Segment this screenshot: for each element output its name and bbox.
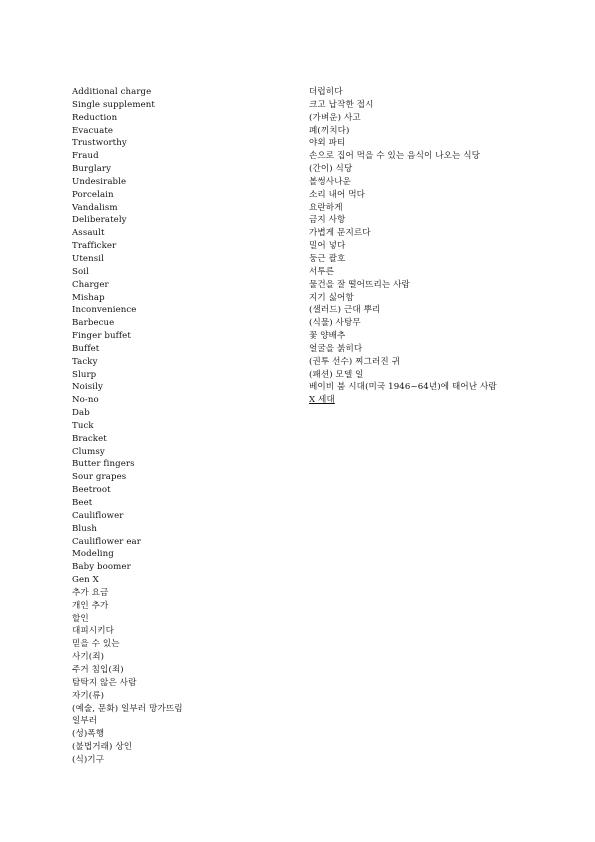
left-entry: Buffet <box>72 343 100 354</box>
left-entry: (성)폭행 <box>72 729 105 740</box>
left-entry: Vandalism <box>72 202 118 213</box>
left-entry: Soil <box>72 266 89 277</box>
right-entry: 둥근 괄호 <box>309 253 346 264</box>
left-entry: 주거 침입(죄) <box>72 664 124 675</box>
left-entry: Assault <box>72 228 105 239</box>
left-entry: Slurp <box>72 369 97 380</box>
left-entry: Single supplement <box>72 99 155 110</box>
left-entry: Evacuate <box>72 125 114 136</box>
left-entry: Gen X <box>72 575 99 586</box>
left-entry: Porcelain <box>72 189 114 200</box>
right-entry: 크고 납작한 접시 <box>309 99 374 110</box>
right-entry: 물건을 잘 떨어뜨리는 사람 <box>309 279 410 290</box>
left-entry: 할인 <box>72 613 89 624</box>
right-entry: 지기 싫어함 <box>309 292 354 303</box>
left-entry: Blush <box>72 523 98 534</box>
right-entry: (권투 선수) 찌그러진 귀 <box>309 356 401 367</box>
left-entry: Undesirable <box>72 176 127 187</box>
right-entry: 손으로 집어 먹을 수 있는 음식이 나오는 식당 <box>309 151 481 162</box>
left-entry: Tacky <box>72 356 98 367</box>
left-entry: 사기(죄) <box>72 652 105 663</box>
left-entry: Barbecue <box>72 318 115 329</box>
right-entry: 얼굴을 붉히다 <box>309 343 363 354</box>
right-entry: (식물) 사탕무 <box>309 318 361 329</box>
right-entry: 더럽히다 <box>309 87 343 97</box>
right-entry: 밀어 넣다 <box>309 241 346 252</box>
left-entry: Finger buffet <box>72 331 131 342</box>
left-entry: (불법거래) 상인 <box>72 742 133 753</box>
left-entry: Beetroot <box>72 485 111 496</box>
left-entry: 자기(류) <box>72 690 105 701</box>
right-entry: 요란하게 <box>309 202 343 213</box>
right-entry: 볼썽사나운 <box>309 176 352 187</box>
left-entry: 개인 추가 <box>72 600 109 611</box>
right-entry: 금지 사항 <box>309 215 346 226</box>
left-entry: Noisily <box>72 382 103 393</box>
left-entry: 일부러 <box>72 716 98 727</box>
left-entry: Cauliflower <box>72 510 124 521</box>
right-entry: (간이) 식당 <box>309 164 353 175</box>
right-entry: 야외 파티 <box>309 138 346 149</box>
right-entry: 소리 내어 먹다 <box>309 189 366 200</box>
left-entry: Mishap <box>72 292 105 303</box>
left-entry: Trustworthy <box>72 138 127 149</box>
left-entry: Beet <box>72 498 93 508</box>
left-entry: Deliberately <box>72 215 127 226</box>
left-entry: Reduction <box>72 112 118 123</box>
right-entry: 가볍게 문지르다 <box>309 228 371 239</box>
left-entry: Clumsy <box>72 446 105 457</box>
left-entry: 대피시키다 <box>72 626 115 637</box>
right-entry: (가벼운) 사고 <box>309 112 361 123</box>
left-entry: No-no <box>72 395 99 406</box>
left-entry: Dab <box>72 408 90 419</box>
left-entry: Charger <box>72 279 109 290</box>
left-entry: Cauliflower ear <box>72 536 141 547</box>
right-entry: 베이비 붐 시대(미국 1946~64년)에 태어난 사람 <box>309 382 497 393</box>
right-entry: X 세대 <box>309 395 335 406</box>
right-entry: 꽃 양배추 <box>309 331 346 342</box>
right-entry: 서투른 <box>309 266 335 277</box>
left-entry: Trafficker <box>72 241 117 252</box>
left-entry: Sour grapes <box>72 472 127 483</box>
left-entry: Butter fingers <box>72 459 135 470</box>
left-entry: Fraud <box>72 151 99 162</box>
right-entry: (샐러드) 근대 뿌리 <box>309 305 381 316</box>
left-entry: Inconvenience <box>72 305 137 316</box>
left-entry: Utensil <box>72 253 104 264</box>
left-entry: Bracket <box>72 433 107 444</box>
left-entry: Baby boomer <box>72 562 131 573</box>
left-entry: 추가 요금 <box>72 587 109 598</box>
left-entry: Tuck <box>72 420 94 431</box>
left-entry: Burglary <box>72 164 112 175</box>
left-entry: Additional charge <box>72 87 152 97</box>
left-entry: Modeling <box>72 549 114 560</box>
left-entry: 탐탁지 않은 사람 <box>72 677 137 688</box>
left-entry: 믿을 수 있는 <box>72 639 120 650</box>
right-entry: (패션) 모델 일 <box>309 369 364 380</box>
left-vocabulary-column <box>72 86 282 767</box>
left-entry: (예술, 문화) 일부러 망가뜨림 <box>72 703 183 714</box>
left-entry: (식)기구 <box>72 754 105 765</box>
right-vocabulary-column <box>309 86 579 407</box>
right-entry: 폐(끼치다) <box>309 125 350 136</box>
